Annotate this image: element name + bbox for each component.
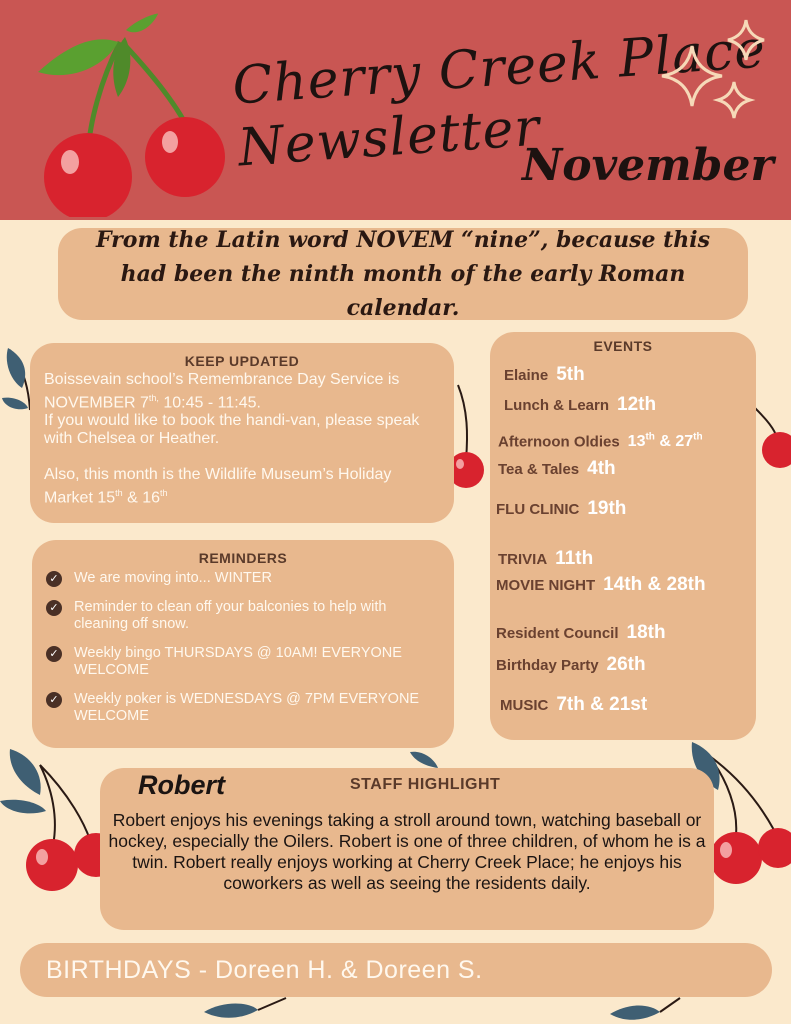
birthdays-text: BIRTHDAYS - Doreen H. & Doreen S.	[46, 955, 483, 984]
event-item: MOVIE NIGHT 14th & 28th	[496, 574, 706, 595]
reminders-panel	[32, 540, 454, 748]
event-item: Elaine 5th	[504, 364, 585, 385]
intro-text: From the Latin word NOVEM “nine”, because this had been the ninth month of the early Roman calendar.	[95, 226, 711, 322]
staff-highlight-text: Robert enjoys his evenings taking a stroll around town, watching baseball or hockey, especially the Oilers. Robert is one of three children, of whom he is a twin. Robert really enjoys working at Cherry Creek Place; he enjoys his coworkers as well as seeing the residents daily.	[108, 810, 706, 893]
cherry-icon	[0, 745, 110, 905]
event-item: TRIVIA 11th	[498, 548, 594, 569]
leaf-icon	[600, 996, 690, 1024]
month-heading: November	[522, 140, 774, 191]
event-item: FLU CLINIC 19th	[496, 498, 627, 519]
list-item: ✓ Reminder to clean off your balconies to help with cleaning off snow.	[46, 599, 440, 633]
sparkle-icon	[660, 18, 770, 128]
check-icon: ✓	[46, 600, 62, 616]
event-item: Birthday Party 26th	[496, 654, 646, 675]
leaf-icon	[408, 748, 448, 770]
newsletter-title-line2: Newsletter	[236, 97, 543, 179]
reminders-title: REMINDERS	[198, 550, 288, 566]
events-panel	[490, 332, 756, 740]
cherry-icon	[752, 400, 791, 480]
staff-highlight-title: STAFF HIGHLIGHT	[350, 776, 501, 793]
handi-van-text: If you would like to book the handi-van, please speak with Chelsea or Heather.	[44, 412, 420, 448]
cherry-icon	[30, 12, 240, 217]
leaf-icon	[200, 996, 290, 1024]
newsletter-title: Cherry Creek Place	[230, 19, 768, 117]
intro-banner	[58, 228, 748, 320]
keep-updated-panel	[30, 343, 454, 523]
check-icon: ✓	[46, 646, 62, 662]
remembrance-day-text: Boissevain school’s Remembrance Day Service is NOVEMBER $7^{th,}$ 10:45 - 11:45.	[44, 371, 400, 412]
check-icon: ✓	[46, 571, 62, 587]
check-icon: ✓	[46, 692, 62, 708]
birthdays-bar	[20, 943, 772, 997]
list-item: ✓ Weekly poker is WEDNESDAYS @ 7PM EVERYONE WELCOME	[46, 691, 440, 725]
list-item: ✓ We are moving into... WINTER	[46, 570, 440, 587]
event-item: Afternoon Oldies 13th & 27th	[498, 432, 703, 451]
keep-updated-title: KEEP UPDATED	[184, 353, 300, 369]
list-item: ✓ Weekly bingo THURSDAYS @ 10AM! EVERYONE WELCOME	[46, 645, 440, 679]
event-item: Lunch & Learn 12th	[504, 394, 657, 415]
event-item: Resident Council 18th	[496, 622, 666, 643]
event-item: Tea & Tales 4th	[498, 458, 616, 479]
holiday-market-text: Also, this month is the Wildlife Museum’s Holiday Market 15th & 16th	[44, 466, 392, 507]
staff-name: Robert	[138, 770, 225, 800]
events-title: EVENTS	[593, 338, 653, 354]
event-item: MUSIC 7th & 21st	[500, 694, 648, 715]
